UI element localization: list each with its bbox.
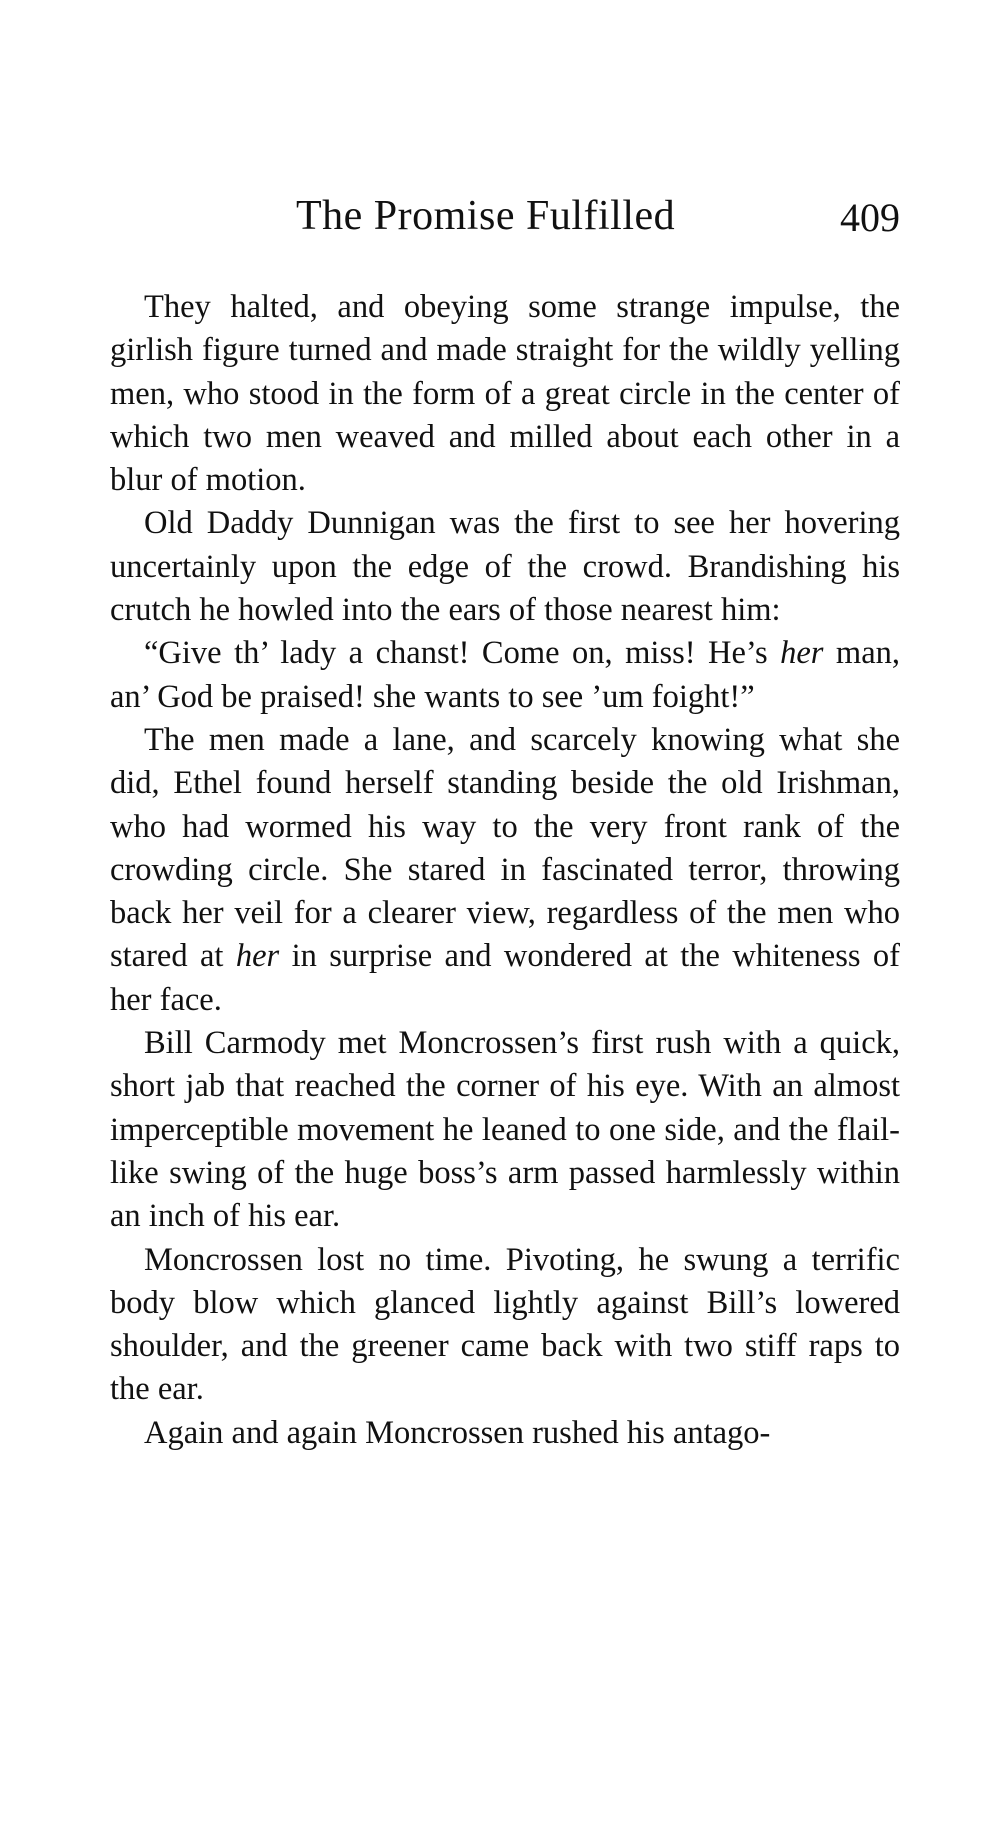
paragraph-text: The men made a lane, and scarcely knowing what she did, Ethel found herself standing beside the old Irishman, who had wormed his way to the very front rank of the crowding circle. She stared in fascinated terror, throwing back her veil for a clearer view, regardless of the men who stared at [110,721,900,975]
paragraph-moncrossen-lost: Moncrossen lost no time. Pivoting, he swung a terrific body blow which glanced lightly against Bill’s lowered shoulder, and the greener came back with two stiff raps to the ear. [110,1241,900,1408]
paragraph-text: “Give th’ lady a chanst! Come on, miss! He’s [144,635,781,672]
page-number: 409 [840,195,900,240]
chapter-title: The Promise Fulfilled [296,193,676,239]
emphasized-word: her [235,938,280,975]
paragraph-daddy-dunnigan: Old Daddy Dunnigan was the first to see her hovering uncertainly upon the edge of the crowd. Brandishing his crutch he howled into the ears of those nearest him: [110,505,900,629]
paragraph-bill-carmody: Bill Carmody met Moncrossen’s first rush with a quick, short jab that reached the corner of his eye. With an almost imperceptible movement he leaned to one side, and the flail-like swing of the huge boss’s arm passed harmlessly within an inch of his ear. [110,1025,900,1235]
running-head [110,192,900,252]
paragraph-give-th-lady [110,632,900,719]
paragraph-again-and-again: Again and again Moncrossen rushed his antago- [144,1414,771,1451]
paragraph-text: man, an’ God be praised! she wants to see ’um foight!” [110,635,900,715]
paragraph-text: in surprise and wondered at the whiteness of her face. [110,938,901,1018]
emphasized-word: her [780,635,824,672]
paragraph-men-made-a-lane [110,719,900,1022]
paragraph-halted: They halted, and obeying some strange impulse, the girlish figure turned and made straight for the wildly yelling men, who stood in the form of a great circle in the center of which two men weaved and milled about each other in a blur of motion. [110,289,900,499]
body-text [110,286,900,1455]
